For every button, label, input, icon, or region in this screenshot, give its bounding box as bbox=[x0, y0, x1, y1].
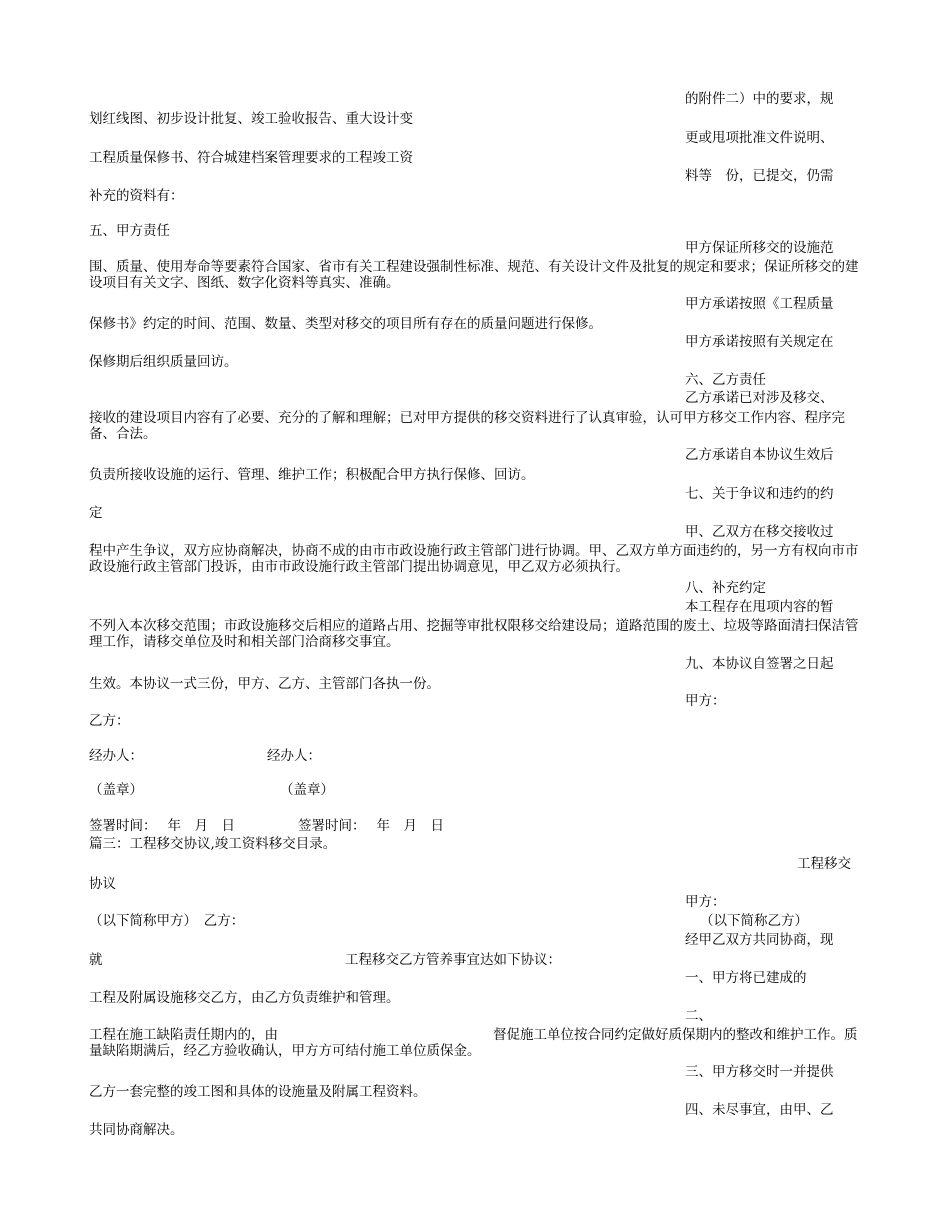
text-line: 一、甲方将已建成的 bbox=[685, 970, 807, 986]
text-line: 工程在施工缺陷责任期内的，由 bbox=[89, 1027, 278, 1043]
text-line: 保修书》约定的时间、范围、数量、类型对移交的项目所有存在的质量问题进行保修。 bbox=[89, 316, 602, 332]
text-paragraph: 接收的建设项目内容有了必要、充分的了解和理解；已对甲方提供的移交资料进行了认真审验，认可甲方移交工作内容、程序完备、合法。 bbox=[89, 410, 845, 442]
signature-label: 经办人： bbox=[267, 748, 321, 764]
text-line: 料等 份，已提交，仍需 bbox=[685, 168, 834, 184]
text-line: 乙方承诺自本协议生效后 bbox=[685, 447, 834, 463]
text-line: 三、甲方移交时一并提供 bbox=[685, 1064, 834, 1080]
text-line: 工程质量保修书、符合城建档案管理要求的工程竣工资 bbox=[89, 150, 413, 166]
text-line: 本工程存在甩项内容的暂 bbox=[685, 599, 834, 615]
signature-label: 经办人： bbox=[89, 748, 143, 764]
text-line: 共同协商解决。 bbox=[89, 1122, 184, 1138]
seal-label: （盖章） bbox=[89, 782, 143, 798]
text-paragraph: 围、质量、使用寿命等要素符合国家、省市有关工程建设强制性标准、规范、有关设计文件及批复的规定和要求；保证所移交的建设项目有关文字、图纸、数字化资料等真实、准确。 bbox=[89, 259, 859, 291]
signature-label: 乙方： bbox=[89, 713, 130, 729]
text-line: 工程及附属设施移交乙方，由乙方负责维护和管理。 bbox=[89, 990, 400, 1006]
document-title: 工程移交 bbox=[797, 856, 851, 872]
text-line: 甲方保证所移交的设施范 bbox=[685, 240, 834, 256]
text-paragraph: 督促施工单位按合同约定做好质保期内的整改和维护工作。质量缺陷期满后，经乙方验收确认，甲方方可结付施工单位质保金。 bbox=[89, 1027, 858, 1059]
text-line: 工程移交乙方管养事宜达如下协议： bbox=[345, 952, 561, 968]
section-heading: 七、关于争议和违约的约 bbox=[685, 486, 834, 502]
text-line: 乙方承诺已对涉及移交、 bbox=[685, 390, 834, 406]
text-line: 更或甩项批准文件说明、 bbox=[685, 130, 834, 146]
party-label: （以下简称乙方） bbox=[700, 913, 808, 929]
party-label: （以下简称甲方） 乙方： bbox=[89, 913, 245, 929]
seal-label: （盖章） bbox=[280, 782, 334, 798]
text-line: 保修期后组织质量回访。 bbox=[89, 354, 238, 370]
date-label: 签署时间： 年 月 日 bbox=[298, 818, 445, 834]
text-line: 甲、乙双方在移交接收过 bbox=[685, 524, 834, 540]
text-line: 负责所接收设施的运行、管理、维护工作；积极配合甲方执行保修、回访。 bbox=[89, 467, 535, 483]
section-heading: 五、甲方责任 bbox=[89, 223, 170, 239]
text-line: 甲方承诺按照有关规定在 bbox=[685, 334, 834, 350]
text-line: 乙方一套完整的竣工图和具体的设施量及附属工程资料。 bbox=[89, 1084, 427, 1100]
text-line: 经甲乙双方共同协商，现 bbox=[685, 932, 834, 948]
text-paragraph: 程中产生争议，双方应协商解决，协商不成的由市市政设施行政主管部门进行协调。甲、乙双方单方面违约的，另一方有权向市市政设施行政主管部门投诉，由市市政设施行政主管部门提出协调意见，甲乙双方必须执行。 bbox=[89, 543, 859, 575]
text-line: 二、 bbox=[685, 1008, 712, 1024]
section-heading: 六、乙方责任 bbox=[685, 372, 766, 388]
document-title: 协议 bbox=[89, 876, 116, 892]
text-line: 甲方承诺按照《工程质量 bbox=[685, 296, 834, 312]
section-heading: 九、本协议自签署之日起 bbox=[685, 656, 834, 672]
party-label: 甲方： bbox=[685, 894, 726, 910]
text-line: 就 bbox=[89, 952, 103, 968]
section-heading: 篇三：工程移交协议,竣工资料移交目录。 bbox=[89, 836, 337, 852]
text-line: 四、未尽事宜，由甲、乙 bbox=[685, 1102, 834, 1118]
signature-label: 甲方： bbox=[685, 693, 726, 709]
section-heading: 八、补充约定 bbox=[685, 580, 766, 596]
text-line: 生效。本协议一式三份，甲方、乙方、主管部门各执一份。 bbox=[89, 676, 440, 692]
text-paragraph: 不列入本次移交范围；市政设施移交后相应的道路占用、挖掘等审批权限移交给建设局；道路范围的废土、垃圾等路面清扫保洁管理工作，请移交单位及时和相关部门洽商移交事宜。 bbox=[89, 618, 859, 650]
text-line: 补充的资料有： bbox=[89, 188, 184, 204]
text-line: 的附件二）中的要求，规 bbox=[685, 91, 834, 107]
text-line: 划红线图、初步设计批复、竣工验收报告、重大设计变 bbox=[89, 111, 413, 127]
text-line: 定 bbox=[89, 505, 103, 521]
date-label: 签署时间： 年 月 日 bbox=[89, 818, 236, 834]
